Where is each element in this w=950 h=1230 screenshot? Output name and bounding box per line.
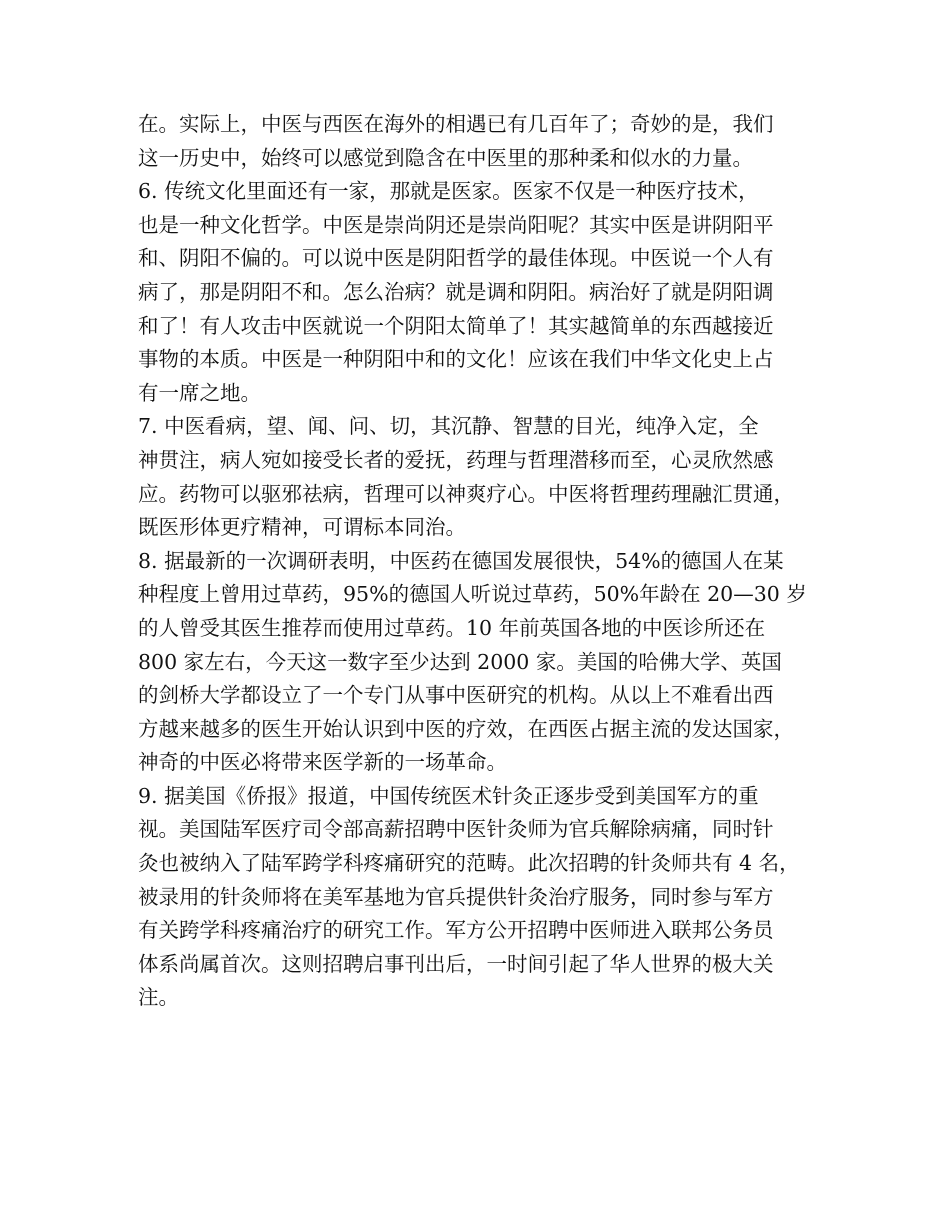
text-line: 有一席之地。 bbox=[138, 380, 261, 405]
text-line: 的人曾受其医生推荐而使用过草药。10 年前英国各地的中医诊所还在 bbox=[138, 615, 766, 640]
text-line: 神贯注，病人宛如接受长者的爱抚，药理与哲理潜移而至，心灵欣然感 bbox=[138, 447, 774, 472]
text-line: 和了！有人攻击中医就说一个阴阳太简单了！其实越简单的东西越接近 bbox=[138, 313, 774, 338]
text-line: 的剑桥大学都设立了一个专门从事中医研究的机构。从以上不难看出西 bbox=[138, 683, 774, 708]
body-text bbox=[138, 108, 838, 1015]
text-line: 应。药物可以驱邪祛病，哲理可以神爽疗心。中医将哲理药理融汇贯通， bbox=[138, 481, 794, 506]
text-line: 也是一种文化哲学。中医是崇尚阴还是崇尚阳呢？其实中医是讲阴阳平 bbox=[138, 212, 774, 237]
text-line: 这一历史中，始终可以感觉到隐含在中医里的那种柔和似水的力量。 bbox=[138, 145, 753, 170]
text-line: 视。美国陆军医疗司令部高薪招聘中医针灸师为官兵解除病痛，同时针 bbox=[138, 817, 774, 842]
text-line: 在。实际上，中医与西医在海外的相遇已有几百年了；奇妙的是，我们 bbox=[138, 112, 774, 136]
text-line: 6. 传统文化里面还有一家，那就是医家。医家不仅是一种医疗技术， bbox=[138, 179, 759, 204]
text-line: 病了，那是阴阳不和。怎么治病？就是调和阴阳。病治好了就是阴阳调 bbox=[138, 279, 774, 304]
text-line: 和、阴阳不偏的。可以说中医是阴阳哲学的最佳体现。中医说一个人有 bbox=[138, 246, 774, 271]
text-line: 8. 据最新的一次调研表明，中医药在德国发展很快，54%的德国人在某 bbox=[138, 548, 784, 573]
text-line: 方越来越多的医生开始认识到中医的疗效，在西医占据主流的发达国家， bbox=[138, 716, 794, 741]
text-line: 神奇的中医必将带来医学新的一场革命。 bbox=[138, 750, 507, 775]
text-line: 事物的本质。中医是一种阴阳中和的文化！应该在我们中华文化史上占 bbox=[138, 347, 774, 372]
text-line: 被录用的针灸师将在美军基地为官兵提供针灸治疗服务，同时参与军方 bbox=[138, 884, 774, 909]
text-line: 灸也被纳入了陆军跨学科疼痛研究的范畴。此次招聘的针灸师共有 4 名， bbox=[138, 851, 800, 876]
text-line: 有关跨学科疼痛治疗的研究工作。军方公开招聘中医师进入联邦公务员 bbox=[138, 918, 774, 943]
text-line: 既医形体更疗精神，可谓标本同治。 bbox=[138, 515, 466, 540]
text-line: 注。 bbox=[138, 985, 179, 1010]
text-line: 种程度上曾用过草药，95%的德国人听说过草药，50%年龄在 20—30 岁 bbox=[138, 582, 807, 607]
text-line: 体系尚属首次。这则招聘启事刊出后，一时间引起了华人世界的极大关 bbox=[138, 951, 774, 976]
text-line: 9. 据美国《侨报》报道，中国传统医术针灸正逐步受到美国军方的重 bbox=[138, 783, 759, 808]
text-line: 800 家左右，今天这一数字至少达到 2000 家。美国的哈佛大学、英国 bbox=[138, 649, 782, 674]
text-line: 7. 中医看病，望、闻、问、切，其沉静、智慧的目光，纯净入定，全 bbox=[138, 414, 759, 439]
